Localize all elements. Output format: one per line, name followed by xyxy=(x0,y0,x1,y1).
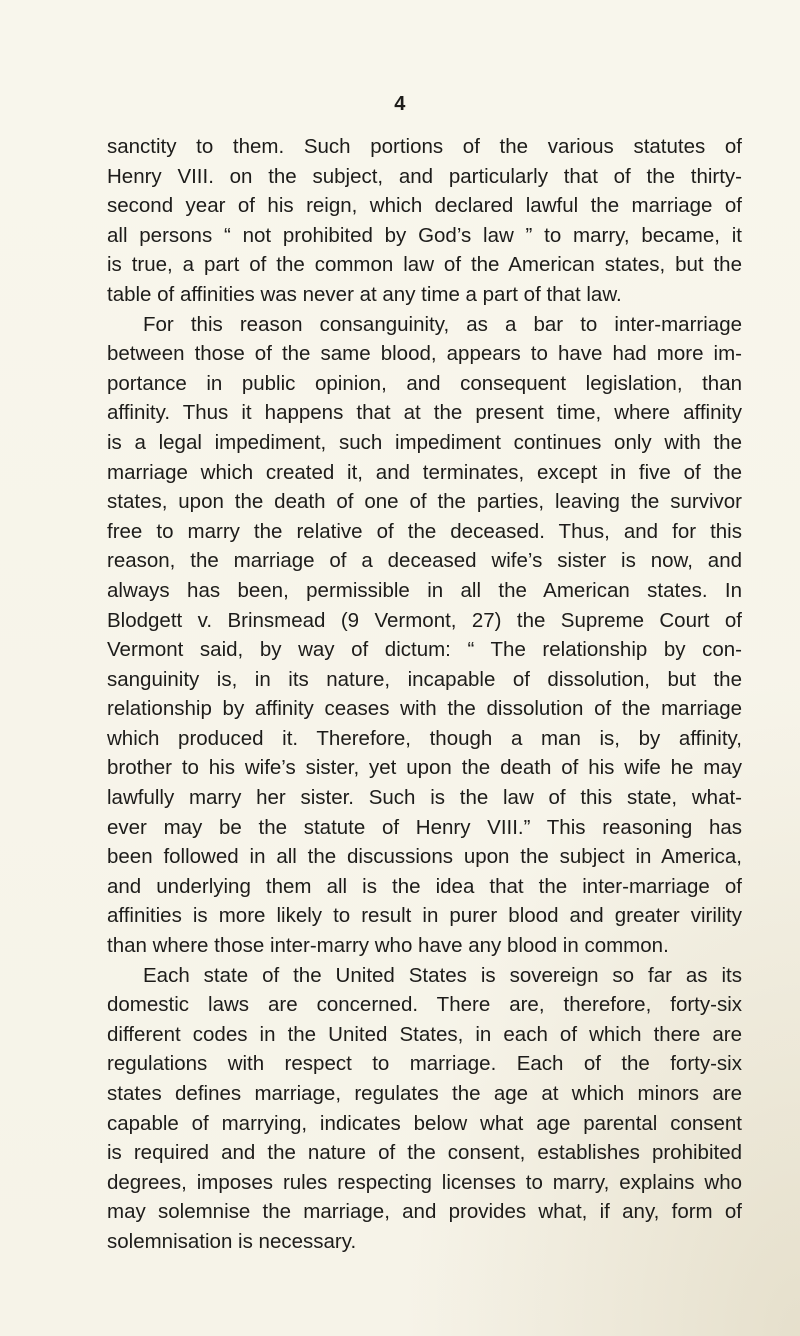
text-line: affinity. Thus it happens that at the present time, where affinity xyxy=(107,401,742,425)
text-line: is a legal impediment, such impediment continues only with the xyxy=(107,430,742,454)
text-line: been followed in all the discussions upon the subject in America, xyxy=(107,845,742,869)
page-number: 4 xyxy=(394,93,406,115)
text-line: states, upon the death of one of the parties, leaving the survivor xyxy=(107,490,742,514)
text-line: between those of the same blood, appears to have had more im- xyxy=(107,342,742,366)
text-line: marriage which created it, and terminates, except in five of the xyxy=(107,460,742,484)
text-line: affinities is more likely to result in purer blood and greater virility xyxy=(107,904,742,928)
text-line: lawfully marry her sister. Such is the law of this state, what- xyxy=(107,786,742,810)
text-line: different codes in the United States, in each of which there are xyxy=(107,1022,742,1046)
text-line: portance in public opinion, and consequent legislation, than xyxy=(107,371,742,395)
text-line: Henry VIII. on the subject, and particularly that of the thirty- xyxy=(107,164,742,188)
text-line: For this reason consanguinity, as a bar to inter-marriage xyxy=(143,312,742,336)
text-line: is required and the nature of the consent, establishes prohibited xyxy=(107,1141,742,1165)
text-line: always has been, permissible in all the American states. In xyxy=(107,578,742,602)
text-line: ever may be the statute of Henry VIII.” This reasoning has xyxy=(107,815,742,839)
body-text xyxy=(107,132,742,1257)
text-line: brother to his wife’s sister, yet upon the death of his wife he may xyxy=(107,756,742,780)
text-line: is true, a part of the common law of the American states, but the xyxy=(107,253,742,277)
text-line: degrees, imposes rules respecting licenses to marry, explains who xyxy=(107,1170,742,1194)
text-line: free to marry the relative of the deceased. Thus, and for this xyxy=(107,519,742,543)
text-line: capable of marrying, indicates below what age parental consent xyxy=(107,1111,742,1135)
text-line: Vermont said, by way of dictum: “ The relationship by con- xyxy=(107,638,742,662)
text-line: may solemnise the marriage, and provides what, if any, form of xyxy=(107,1200,742,1224)
text-line: regulations with respect to marriage. Each of the forty-six xyxy=(107,1052,742,1076)
text-line: sanguinity is, in its nature, incapable of dissolution, but the xyxy=(107,667,742,691)
text-line: table of affinities was never at any time a part of that law. xyxy=(107,282,622,306)
text-line: solemnisation is necessary. xyxy=(107,1229,357,1253)
text-line: than where those inter-marry who have any blood in common. xyxy=(107,934,669,958)
text-line: Blodgett v. Brinsmead (9 Vermont, 27) the Supreme Court of xyxy=(107,608,742,632)
text-line: sanctity to them. Such portions of the various statutes of xyxy=(107,135,742,158)
text-line: all persons “ not prohibited by God’s law ” to marry, became, it xyxy=(107,223,742,247)
text-line: reason, the marriage of a deceased wife’s sister is now, and xyxy=(107,549,742,573)
text-line: Each state of the United States is sovereign so far as its xyxy=(143,963,742,987)
text-line: relationship by affinity ceases with the dissolution of the marriage xyxy=(107,697,742,721)
text-line: which produced it. Therefore, though a man is, by affinity, xyxy=(107,726,742,750)
text-line: domestic laws are concerned. There are, therefore, forty-six xyxy=(107,993,742,1017)
text-line: states defines marriage, regulates the age at which minors are xyxy=(107,1082,742,1105)
text-line: second year of his reign, which declared lawful the marriage of xyxy=(107,194,742,218)
text-line: and underlying them all is the idea that the inter-marriage of xyxy=(107,874,742,898)
